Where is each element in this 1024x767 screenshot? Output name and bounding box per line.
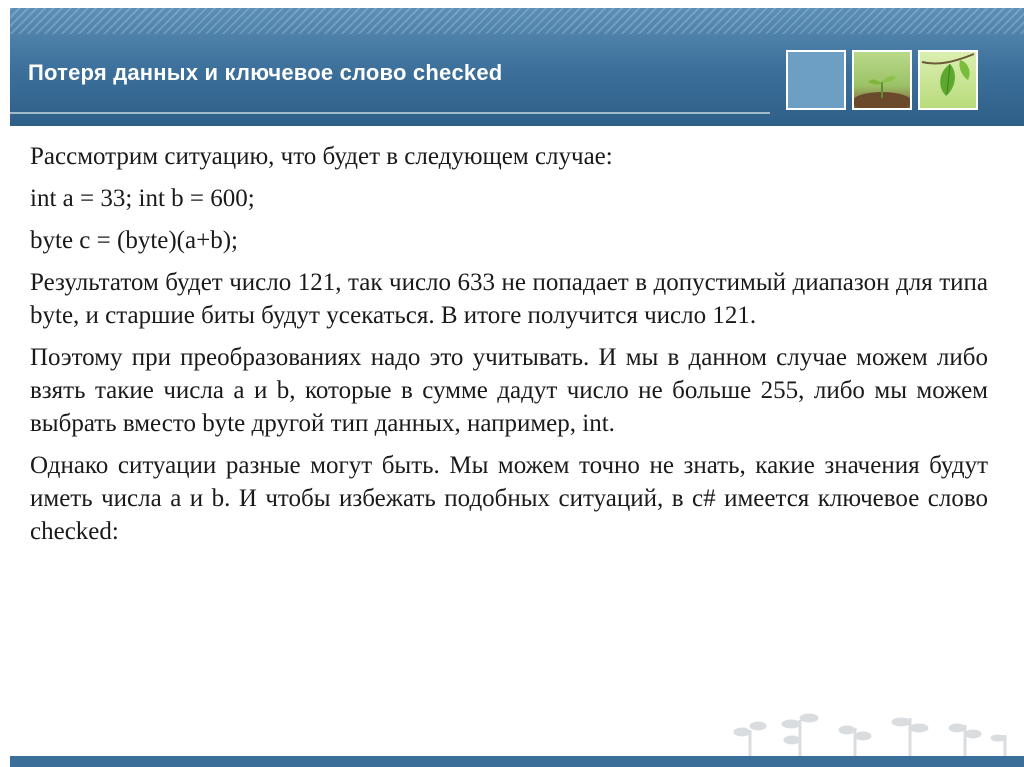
footer-bar — [10, 756, 1024, 767]
body-paragraph-intro: Рассмотрим ситуацию, что будет в следующем случае: — [30, 143, 613, 170]
body-paragraph-result: Результатом будет число 121, так число 633 не попадает в допустимый диапазон для типа byte, и старшие биты будут усекаться. В итоге получится число 121. — [30, 269, 988, 329]
sprout-image — [852, 50, 912, 110]
body-paragraph-checked: Однако ситуации разные могут быть. Мы можем точно не знать, какие значения будут иметь числа a и b. И чтобы избежать подобных ситуаций, в c# имеется ключевое слово checked: — [30, 452, 988, 545]
slide-body — [30, 140, 988, 557]
header-stripes — [10, 8, 1024, 34]
plant-pattern-decoration — [730, 690, 1020, 765]
blank-square-decoration — [786, 50, 846, 110]
slide-title: Потеря данных и ключевое слово checked — [28, 60, 503, 85]
body-paragraph-advice: Поэтому при преобразованиях надо это учитывать. И мы в данном случае можем либо взять такие числа a и b, которые в сумме дадут число не больше 255, либо мы можем выбрать вместо byte другой тип данных, например, int. — [30, 344, 988, 437]
slide-header — [10, 8, 1024, 126]
header-divider — [10, 112, 770, 114]
top-strip — [0, 0, 1024, 8]
leaf-image — [918, 50, 978, 110]
code-line-cast: byte c = (byte)(a+b); — [30, 227, 238, 254]
code-line-declarations: int a = 33; int b = 600; — [30, 185, 255, 212]
